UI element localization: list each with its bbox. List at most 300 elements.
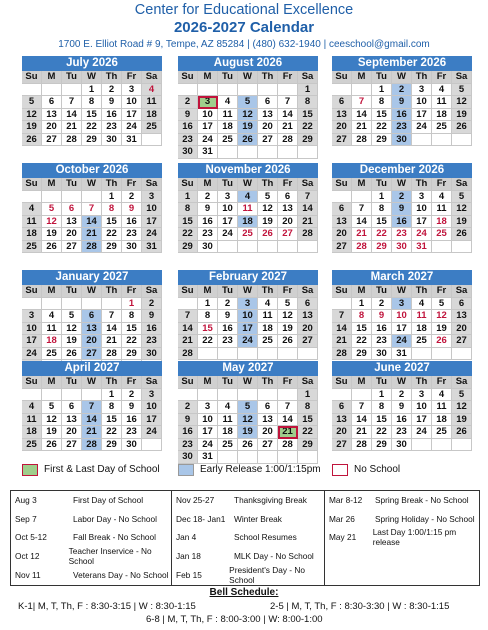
event-row (11, 491, 171, 510)
calendar-day: 22 (298, 121, 318, 134)
calendar-day: 29 (178, 241, 198, 254)
empty-day (22, 84, 42, 97)
calendar-day: 7 (278, 401, 298, 414)
empty-day (82, 389, 102, 402)
weekday-header: Th (258, 71, 278, 84)
weekday-header: Fr (278, 178, 298, 191)
event-description: School Resumes (234, 532, 297, 543)
events-column-2 (171, 491, 324, 585)
calendar-day: 12 (278, 310, 298, 323)
weekday-header: M (42, 178, 62, 191)
calendar-day: 16 (122, 414, 142, 427)
school-address: 1700 E. Elliot Road # 9, Tempe, AZ 85284 | (480) 632-1940 | ceeschool@gmail.com (58, 39, 430, 50)
calendar-day: 12 (22, 109, 42, 122)
calendar-day: 16 (218, 323, 238, 336)
calendar-day: 10 (392, 310, 412, 323)
no-school-swatch (332, 464, 348, 476)
empty-day (332, 84, 352, 97)
weekday-header: Th (412, 376, 432, 389)
calendar-day: 13 (62, 216, 82, 229)
calendar-day: 26 (452, 228, 472, 241)
event-date: Nov 25-27 (176, 495, 215, 506)
calendar-day: 10 (218, 203, 238, 216)
empty-day (42, 389, 62, 402)
calendar-day: 18 (412, 323, 432, 336)
calendar-day: 3 (218, 191, 238, 204)
calendar-day: 20 (62, 426, 82, 439)
calendar-day: 9 (392, 401, 412, 414)
calendar-day: 11 (142, 96, 162, 109)
calendar-day: 6 (332, 401, 352, 414)
calendar-day: 8 (122, 310, 142, 323)
calendar-day: 12 (452, 203, 472, 216)
calendar-day: 29 (372, 439, 392, 452)
empty-day (412, 348, 432, 361)
calendar-day: 13 (278, 203, 298, 216)
calendar-day: 12 (238, 414, 258, 427)
calendar-day: 27 (258, 134, 278, 147)
calendar-day: 4 (432, 389, 452, 402)
calendar-day: 21 (82, 426, 102, 439)
calendar-day: 22 (372, 228, 392, 241)
calendar-day: 9 (178, 414, 198, 427)
calendar-day: 7 (82, 203, 102, 216)
calendar-day: 23 (392, 426, 412, 439)
calendar-day: 30 (198, 241, 218, 254)
month-calendar (178, 361, 318, 464)
month-title: September 2026 (332, 56, 472, 71)
calendar-day: 15 (198, 323, 218, 336)
weekday-header: Sa (452, 376, 472, 389)
calendar-day: 2 (178, 401, 198, 414)
calendar-day: 3 (198, 96, 218, 109)
calendar-day: 12 (452, 96, 472, 109)
calendar-day: 5 (278, 298, 298, 311)
month-title: April 2027 (22, 361, 162, 376)
calendar-day: 19 (452, 216, 472, 229)
calendar-day: 26 (452, 426, 472, 439)
weekday-header: Fr (432, 285, 452, 298)
weekday-header: M (198, 376, 218, 389)
calendar-day: 7 (298, 191, 318, 204)
weekday-header: Tu (372, 178, 392, 191)
empty-day (412, 134, 432, 147)
event-description: Winter Break (234, 513, 282, 524)
calendar-day: 6 (62, 203, 82, 216)
calendar-day: 29 (352, 348, 372, 361)
calendar-day: 12 (258, 203, 278, 216)
calendar-day: 19 (42, 228, 62, 241)
calendar-day: 31 (392, 348, 412, 361)
weekday-header: Th (258, 376, 278, 389)
weekday-header: Sa (298, 285, 318, 298)
calendar-day: 17 (218, 216, 238, 229)
calendar-day: 28 (352, 439, 372, 452)
empty-day (238, 241, 258, 254)
empty-day (178, 84, 198, 97)
weekday-header: Fr (278, 285, 298, 298)
calendar-day: 18 (432, 414, 452, 427)
bell-2-5: 2-5 | M, T, Th, F : 8:30-3:30 | W : 8:30-1:15 (270, 601, 450, 612)
weekday-header: M (198, 71, 218, 84)
empty-day (22, 191, 42, 204)
early-release-swatch (178, 464, 194, 476)
weekday-header: M (42, 376, 62, 389)
bell-6-8: 6-8 | M, T, Th, F : 8:00-3:00 | W: 8:00-1:00 (146, 614, 323, 625)
empty-day (62, 84, 82, 97)
calendar-day: 7 (102, 310, 122, 323)
weekday-header: Su (22, 376, 42, 389)
calendar-day: 24 (198, 439, 218, 452)
calendar-day: 17 (198, 121, 218, 134)
empty-day (452, 134, 472, 147)
calendar-day: 29 (102, 241, 122, 254)
calendar-day: 15 (372, 109, 392, 122)
event-description: President's Day - No School (229, 564, 305, 585)
calendar-day: 26 (278, 335, 298, 348)
weekday-header: M (198, 285, 218, 298)
calendar-day: 27 (332, 134, 352, 147)
weekday-header: Sa (142, 376, 162, 389)
calendar-day: 10 (198, 109, 218, 122)
calendar-day: 25 (218, 439, 238, 452)
calendar-day: 1 (122, 298, 142, 311)
calendar-day: 18 (432, 109, 452, 122)
calendar-day: 31 (198, 146, 218, 159)
calendar-day: 1 (102, 389, 122, 402)
calendar-day: 24 (122, 121, 142, 134)
calendar-day: 12 (432, 310, 452, 323)
calendar-day: 22 (102, 426, 122, 439)
calendar-day: 5 (452, 389, 472, 402)
weekday-header: W (82, 285, 102, 298)
empty-day (352, 389, 372, 402)
month-title: February 2027 (178, 270, 318, 285)
empty-day (218, 241, 238, 254)
calendar-day: 28 (352, 241, 372, 254)
weekday-header: Th (412, 285, 432, 298)
calendar-day: 15 (102, 216, 122, 229)
calendar-day: 14 (102, 323, 122, 336)
calendar-day: 10 (142, 203, 162, 216)
calendar-day: 18 (258, 323, 278, 336)
empty-day (218, 451, 238, 464)
calendar-day: 24 (142, 228, 162, 241)
event-row (11, 510, 171, 529)
calendar-day: 10 (122, 96, 142, 109)
calendar-day: 27 (278, 228, 298, 241)
calendar-day: 27 (62, 241, 82, 254)
weekday-header: Tu (62, 285, 82, 298)
calendar-day: 17 (122, 109, 142, 122)
calendar-day: 3 (198, 401, 218, 414)
event-description: Fall Break - No School (73, 532, 157, 543)
event-date: Feb 15 (176, 569, 202, 580)
calendar-day: 30 (142, 348, 162, 361)
calendar-day: 8 (372, 401, 392, 414)
calendar-day: 21 (82, 228, 102, 241)
weekday-header: Fr (432, 376, 452, 389)
calendar-day: 21 (102, 335, 122, 348)
calendar-day: 28 (82, 439, 102, 452)
calendar-day: 6 (42, 96, 62, 109)
calendar-day: 13 (82, 323, 102, 336)
calendar-day: 23 (392, 121, 412, 134)
calendar-day: 20 (298, 323, 318, 336)
calendar-day: 26 (452, 121, 472, 134)
calendar-day: 14 (178, 323, 198, 336)
weekday-header: Su (178, 178, 198, 191)
calendar-day: 25 (258, 335, 278, 348)
calendar-day: 3 (412, 84, 432, 97)
calendar-day: 25 (22, 439, 42, 452)
weekday-header: Su (178, 376, 198, 389)
calendar-day: 3 (22, 310, 42, 323)
empty-day (258, 84, 278, 97)
event-row (325, 528, 480, 547)
empty-day (142, 439, 162, 452)
calendar-day: 16 (392, 109, 412, 122)
calendar-day: 27 (258, 439, 278, 452)
weekday-header: Tu (62, 376, 82, 389)
event-date: Aug 3 (15, 495, 37, 506)
events-column-3 (324, 491, 480, 585)
calendar-day: 15 (372, 216, 392, 229)
event-row (172, 510, 324, 529)
calendar-day: 22 (82, 121, 102, 134)
calendar-day: 30 (392, 134, 412, 147)
calendar-day: 27 (332, 439, 352, 452)
weekday-header: Fr (122, 71, 142, 84)
calendar-day: 13 (332, 414, 352, 427)
legend-no-school (332, 463, 400, 477)
calendar-day: 1 (298, 84, 318, 97)
calendar-day: 29 (82, 134, 102, 147)
calendar-day: 28 (352, 134, 372, 147)
calendar-day: 13 (332, 216, 352, 229)
calendar-day: 26 (42, 241, 62, 254)
empty-day (198, 389, 218, 402)
weekday-header: Sa (452, 285, 472, 298)
calendar-day: 17 (142, 216, 162, 229)
calendar-day: 12 (42, 414, 62, 427)
calendar-day: 22 (178, 228, 198, 241)
calendar-day: 15 (82, 109, 102, 122)
event-date: Mar 26 (329, 513, 355, 524)
calendar-day: 24 (392, 335, 412, 348)
calendar-day: 4 (22, 203, 42, 216)
calendar-day: 1 (178, 191, 198, 204)
calendar-day: 8 (372, 203, 392, 216)
calendar-day: 21 (352, 228, 372, 241)
calendar-day: 1 (82, 84, 102, 97)
calendar-day: 27 (332, 241, 352, 254)
calendar-day: 18 (218, 121, 238, 134)
weekday-header: W (392, 376, 412, 389)
calendar-day: 13 (258, 414, 278, 427)
event-row (172, 547, 324, 566)
empty-day (412, 439, 432, 452)
calendar-day: 29 (122, 348, 142, 361)
calendar-day: 8 (298, 96, 318, 109)
calendar-day: 14 (352, 216, 372, 229)
empty-day (432, 134, 452, 147)
calendar-day: 23 (218, 335, 238, 348)
calendar-day: 2 (392, 389, 412, 402)
calendar-day: 30 (178, 146, 198, 159)
weekday-header: M (352, 376, 372, 389)
weekday-header: M (42, 71, 62, 84)
calendar-day: 9 (122, 203, 142, 216)
calendar-day: 14 (352, 109, 372, 122)
calendar-day: 28 (278, 134, 298, 147)
empty-day (198, 84, 218, 97)
weekday-header: Th (412, 178, 432, 191)
calendar-day: 2 (142, 298, 162, 311)
month-title: March 2027 (332, 270, 472, 285)
event-description: Labor Day - No School (73, 513, 157, 524)
calendar-day: 14 (82, 216, 102, 229)
empty-day (278, 451, 298, 464)
event-date: Oct 12 (15, 551, 40, 562)
calendar-day: 13 (258, 109, 278, 122)
empty-day (278, 389, 298, 402)
empty-day (452, 348, 472, 361)
event-date: May 21 (329, 532, 357, 543)
month-calendar (22, 361, 162, 451)
calendar-day: 5 (258, 191, 278, 204)
calendar-day: 17 (412, 414, 432, 427)
empty-day (298, 241, 318, 254)
calendar-day: 10 (22, 323, 42, 336)
calendar-day: 2 (392, 84, 412, 97)
empty-day (218, 84, 238, 97)
calendar-day: 5 (238, 96, 258, 109)
calendar-day: 7 (178, 310, 198, 323)
calendar-day: 17 (198, 426, 218, 439)
calendar-day: 16 (178, 121, 198, 134)
empty-day (432, 348, 452, 361)
empty-day (42, 84, 62, 97)
empty-day (218, 389, 238, 402)
calendar-day: 21 (332, 335, 352, 348)
calendar-day: 18 (22, 228, 42, 241)
calendar-day: 10 (412, 401, 432, 414)
calendar-day: 25 (218, 134, 238, 147)
calendar-day: 8 (198, 310, 218, 323)
events-table (10, 490, 480, 586)
calendar-day: 9 (122, 401, 142, 414)
calendar-day: 5 (238, 401, 258, 414)
calendar-day: 5 (42, 203, 62, 216)
calendar-day: 14 (332, 323, 352, 336)
calendar-day: 17 (412, 109, 432, 122)
calendar-day: 15 (352, 323, 372, 336)
calendar-day: 18 (238, 216, 258, 229)
calendar-day: 18 (22, 426, 42, 439)
calendar-day: 21 (62, 121, 82, 134)
calendar-day: 26 (258, 228, 278, 241)
calendar-day: 14 (352, 414, 372, 427)
first-last-swatch (22, 464, 38, 476)
calendar-day: 23 (178, 439, 198, 452)
calendar-day: 15 (372, 414, 392, 427)
calendar-day: 5 (62, 310, 82, 323)
calendar-day: 11 (412, 310, 432, 323)
calendar-day: 19 (22, 121, 42, 134)
calendar-day: 27 (298, 335, 318, 348)
calendar-day: 4 (218, 401, 238, 414)
calendar-day: 21 (352, 121, 372, 134)
calendar-day: 27 (452, 335, 472, 348)
calendar-day: 11 (432, 203, 452, 216)
calendar-day: 25 (238, 228, 258, 241)
event-date: Oct 5-12 (15, 532, 47, 543)
weekday-header: Sa (452, 178, 472, 191)
calendar-day: 24 (412, 121, 432, 134)
calendar-day: 23 (392, 228, 412, 241)
month-title: October 2026 (22, 163, 162, 178)
weekday-header: Sa (298, 178, 318, 191)
empty-day (62, 298, 82, 311)
calendar-day: 24 (198, 134, 218, 147)
calendar-day: 22 (372, 121, 392, 134)
weekday-header: Tu (218, 285, 238, 298)
calendar-day: 5 (22, 96, 42, 109)
calendar-day: 8 (298, 401, 318, 414)
calendar-day: 30 (392, 241, 412, 254)
calendar-day: 1 (352, 298, 372, 311)
calendar-day: 15 (122, 323, 142, 336)
empty-day (22, 389, 42, 402)
weekday-header: Fr (122, 376, 142, 389)
weekday-header: Tu (372, 71, 392, 84)
calendar-day: 3 (392, 298, 412, 311)
calendar-day: 1 (102, 191, 122, 204)
calendar-day: 19 (452, 414, 472, 427)
calendar-day: 9 (178, 109, 198, 122)
empty-day (82, 191, 102, 204)
event-date: Nov 11 (15, 569, 41, 580)
weekday-header: Su (178, 285, 198, 298)
month-title: August 2026 (178, 56, 318, 71)
calendar-day: 13 (298, 310, 318, 323)
calendar-day: 24 (412, 228, 432, 241)
calendar-day: 17 (238, 323, 258, 336)
calendar-day: 26 (238, 439, 258, 452)
calendar-day: 10 (142, 401, 162, 414)
calendar-day: 9 (392, 203, 412, 216)
calendar-day: 20 (258, 121, 278, 134)
calendar-day: 2 (372, 298, 392, 311)
calendar-day: 29 (298, 134, 318, 147)
weekday-header: Tu (218, 71, 238, 84)
weekday-header: W (82, 376, 102, 389)
empty-day (332, 191, 352, 204)
calendar-day: 11 (42, 323, 62, 336)
calendar-day: 2 (392, 191, 412, 204)
weekday-header: Fr (278, 376, 298, 389)
empty-day (258, 241, 278, 254)
calendar-day: 13 (332, 109, 352, 122)
calendar-day: 19 (238, 121, 258, 134)
calendar-day: 12 (238, 109, 258, 122)
event-row (325, 510, 480, 529)
weekday-header: Fr (432, 71, 452, 84)
empty-day (42, 191, 62, 204)
weekday-header: Sa (298, 71, 318, 84)
calendar-day: 2 (122, 389, 142, 402)
